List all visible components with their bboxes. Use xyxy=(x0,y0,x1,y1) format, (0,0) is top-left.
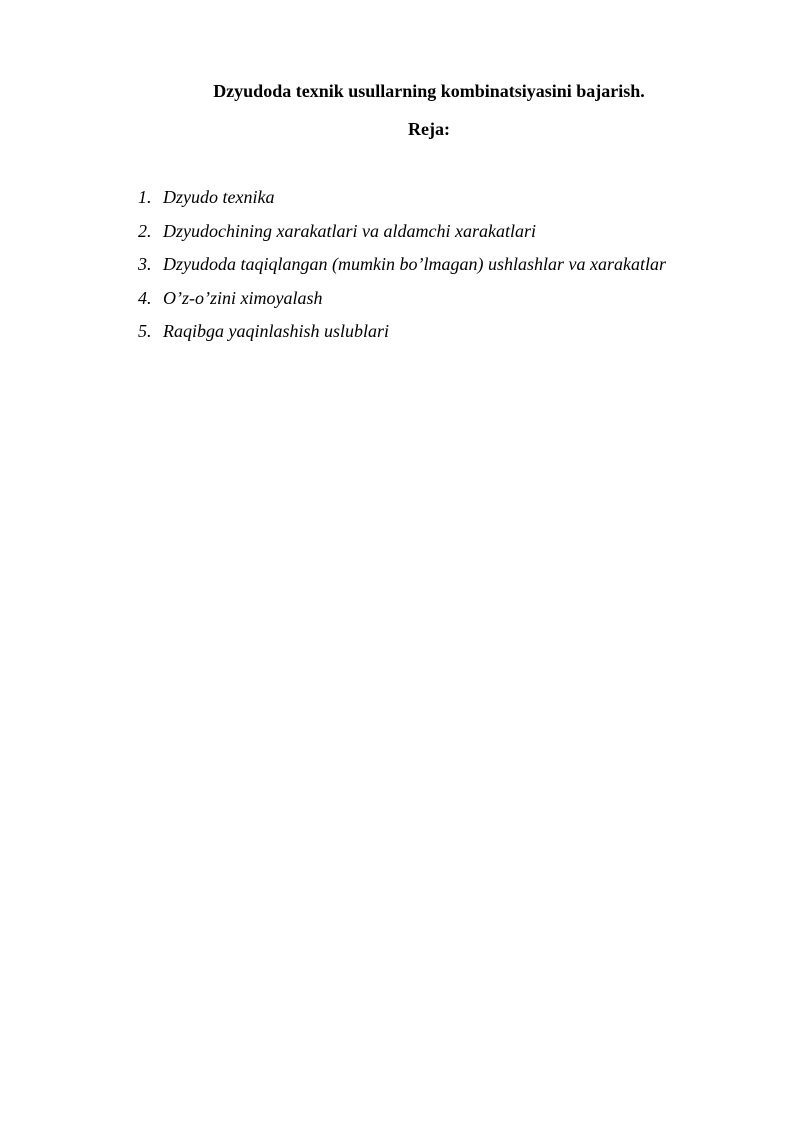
plan-item xyxy=(138,251,666,285)
plan-heading: Reja: xyxy=(408,119,450,139)
plan-item-number: 4. xyxy=(138,287,152,308)
plan-item xyxy=(138,184,666,218)
plan-item xyxy=(138,285,666,319)
plan-item-text: O’z-o’zini ximoyalash xyxy=(163,287,323,308)
plan-item xyxy=(138,218,666,252)
plan-list xyxy=(138,184,666,352)
plan-item-text: Dzyudochining xarakatlari va aldamchi xarakatlari xyxy=(163,220,536,241)
plan-item-number: 5. xyxy=(138,321,152,341)
plan-item-text: Dzyudoda taqiqlangan (mumkin bo’lmagan) ushlashlar va xarakatlar xyxy=(163,254,666,274)
plan-item-number: 3. xyxy=(138,254,152,274)
plan-item-text: Dzyudo texnika xyxy=(163,187,275,207)
document-title: Dzyudoda texnik usullarning kombinatsiyasini bajarish. xyxy=(213,81,645,101)
plan-item-number: 2. xyxy=(138,220,152,241)
plan-item-text: Raqibga yaqinlashish uslublari xyxy=(163,321,390,341)
plan-item xyxy=(138,318,666,352)
plan-item-number: 1. xyxy=(138,187,152,207)
